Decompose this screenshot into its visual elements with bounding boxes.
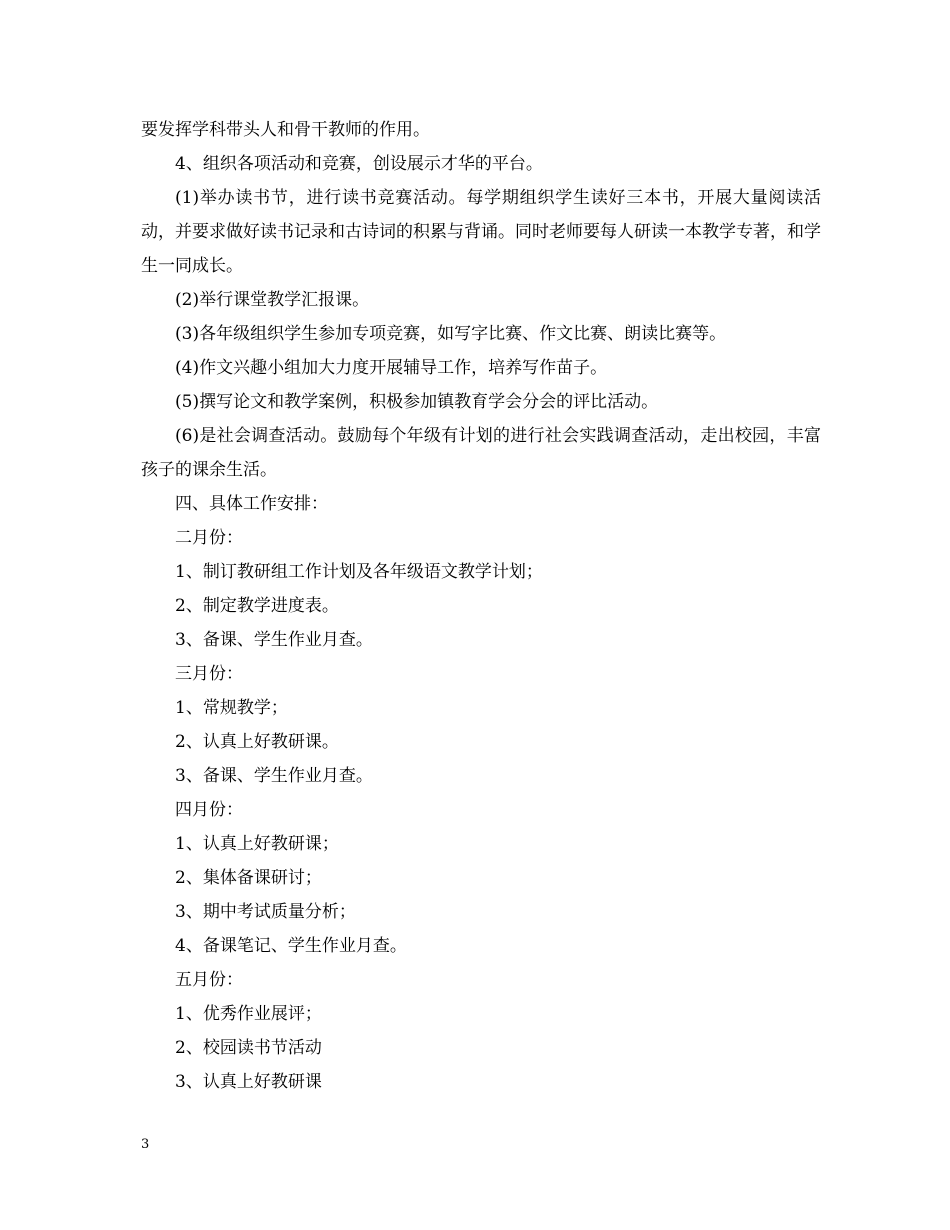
paragraph-item-5: (5)撰写论文和教学案例，积极参加镇教育学会分会的评比活动。 (175, 392, 659, 412)
list-item: 1、制订教研组工作计划及各年级语文教学计划； (175, 562, 543, 582)
month-heading-march: 三月份： (175, 664, 243, 684)
list-item: 3、备课、学生作业月查。 (175, 766, 373, 786)
month-heading-february: 二月份： (175, 528, 243, 548)
month-heading-may: 五月份： (175, 970, 243, 990)
list-item: 3、备课、学生作业月查。 (175, 630, 373, 650)
list-item: 1、优秀作业展评； (175, 1004, 322, 1024)
list-item: 1、认真上好教研课； (175, 834, 339, 854)
list-item: 2、认真上好教研课。 (175, 732, 339, 752)
list-item: 3、认真上好教研课 (175, 1072, 322, 1092)
paragraph-item-4: (4)作文兴趣小组加大力度开展辅导工作，培养写作苗子。 (175, 358, 608, 378)
section-heading-schedule: 四、具体工作安排： (175, 494, 328, 514)
paragraph-item-3: (3)各年级组织学生参加专项竞赛，如写字比赛、作文比赛、朗读比赛等。 (175, 324, 727, 344)
list-item: 2、制定教学进度表。 (175, 596, 339, 616)
document-body (141, 113, 821, 1099)
paragraph-section-4: 4、组织各项活动和竞赛，创设展示才华的平台。 (175, 154, 543, 174)
month-heading-april: 四月份： (175, 800, 243, 820)
list-item: 1、常规教学； (175, 698, 288, 718)
paragraph-item-6: (6)是社会调查活动。鼓励每个年级有计划的进行社会实践调查活动，走出校园，丰富孩子的课余生活。 (141, 426, 821, 480)
paragraph-item-1: (1)举办读书节，进行读书竞赛活动。每学期组织学生读好三本书，开展大量阅读活动，并要求做好读书记录和古诗词的积累与背诵。同时老师要每人研读一本教学专著，和学生一同成长。 (141, 188, 821, 276)
list-item: 3、期中考试质量分析； (175, 902, 356, 922)
paragraph-item-2: (2)举行课堂教学汇报课。 (175, 290, 370, 310)
list-item: 2、校园读书节活动 (175, 1038, 322, 1058)
page-number: 3 (141, 1137, 150, 1152)
list-item: 2、集体备课研讨； (175, 868, 322, 888)
list-item: 4、备课笔记、学生作业月查。 (175, 936, 407, 956)
paragraph-continuation: 要发挥学科带头人和骨干教师的作用。 (141, 120, 430, 140)
